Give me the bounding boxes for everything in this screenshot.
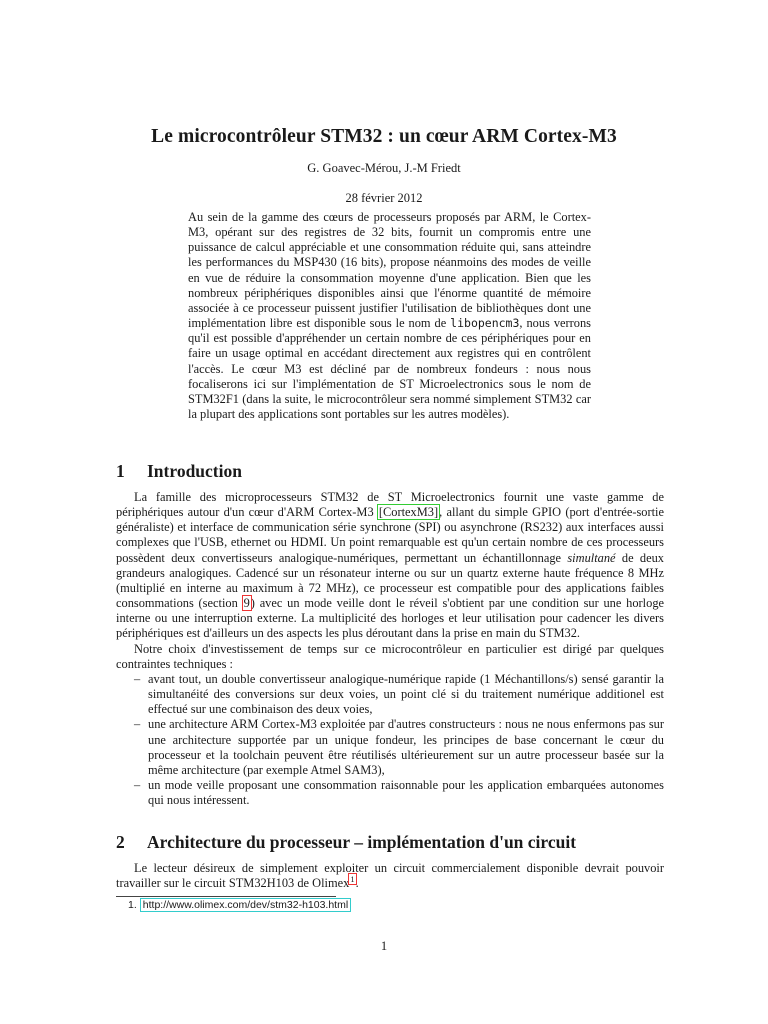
section-2-heading [116,832,576,853]
intro-p1-text-a: La famille des microprocesseurs STM32 de ST Microelectronics fournit une vaste gamme de périphériques autour d'un cœur d'ARM Cortex-M3 [116,490,664,520]
arch-p1-text: Le lecteur désireux de simplement exploiter un circuit commercialement disponible devrait pouvoir travailler sur le circuit STM32H103 de Olimex [116,861,664,891]
section-1-title: Introduction [147,461,242,481]
abstract [188,210,591,422]
intro-p1-text-d: ) avec un mode veille dont le réveil s'obtient par une condition sur une horloge interne ou une interruption externe. La multiplicité des horloges et leur utilisation pour cadencer les divers périphériques est d'ailleurs un des aspects les plus déroutant dans la prise en main du STM32. [116,596,665,641]
page-number: 1 [380,939,388,953]
abstract-code-libopencm3: libopencm3 [450,316,520,331]
footnote-1 [128,899,350,911]
section-1-body [116,490,664,808]
abstract-text-1: Au sein de la gamme des cœurs de processeurs proposés par ARM, le Cortex-M3, opérant sur des registres de 32 bits, fournit un compromis entre une puissance de calcul appréciable et une consommation réduite qui, sans atteindre les performances du MSP430 (16 bits), propose néanmoins des modes de veille en vue de réduire la consommation moyenne d'une application. Bien que les nombreux périphériques disponibles ainsi que l'énorme quantité de mémoire associée à ce processeur puissent justifier l'utilisation de bibliothèques dont une implémentation libre est disponible sous le nom de [188,210,591,331]
section-2-body [116,861,664,891]
section-2-number: 2 [116,832,125,852]
section-1-number: 1 [116,461,125,481]
arch-paragraph-1: Le lecteur désireux de simplement exploiter un circuit commercialement disponible devrait pouvoir travailler sur le circuit STM32H103 de Olimex$^1$. [116,861,664,891]
paper-date: 28 février 2012 [345,191,423,205]
intro-paragraph-1 [116,490,664,642]
constraints-list [116,672,664,808]
paper-authors: G. Goavec-Mérou, J.-M Friedt [307,161,461,175]
section-2-title: Architecture du processeur – implémentation d'un circuit [147,832,577,852]
list-item: – avant tout, un double convertisseur analogique-numérique rapide (1 Méchantillons/s) sensé garantir la simultanéité des conversions sur deux voies, un point clé si du traitement numérique additionel est effectué sur une combinaison des deux voies, [148,672,664,717]
intro-p1-emphasis: simultané [567,550,616,565]
intro-p1-text-b: , allant du simple GPIO (port d'entrée-sortie généraliste) et interface de communication série synchrone (SPI) ou asynchrone (RS232) aux interfaces aussi complexes que l'USB, ethernet ou HDMI. Un point remarquable est qu'un certain nombre de ces processeurs possèdent deux convertisseurs analogique-numériques, permettant un échantillonnage [116,505,665,565]
footnote-divider [116,896,336,897]
intro-p1-text-c: de deux grandeurs analogiques. Cadencé sur un résonateur interne ou sur un quartz externe haute fréquence 8 MHz (multiplié en interne au maximum à 72 MHz), ce processeur est compatible pour des applications faibles consommations (section [116,550,664,611]
citation-link-cortexm3[interactable]: [CortexM3] [378,505,439,520]
abstract-paragraph [188,210,591,422]
list-item: – une architecture ARM Cortex-M3 exploitée par d'autres constructeurs : nous ne nous enfermons pas sur une architecture supportée par un unique fondeur, les principes de base concernant le cœur du processeur et la toolchain peuvent être réutilisés ultérieurement sur un autre processeur basée sur la même architecture (par exemple Atmel SAM3), [148,717,664,778]
section-1-heading [116,461,242,482]
section-ref-link-9[interactable]: 9 [243,596,250,611]
list-item: – un mode veille proposant une consommation raisonnable pour les application embarquées autonomes qui nous intéressent. [148,778,664,808]
footnote-link-1[interactable]: 1 [350,874,355,885]
footnote-url-link[interactable]: http://www.olimex.com/dev/stm32-h103.html [142,899,349,911]
intro-paragraph-2: Notre choix d'investissement de temps sur ce microcontrôleur en particulier est dirigé par quelques contraintes techniques : [116,641,664,671]
footnote-number: 1. [128,899,137,911]
paper-title: Le microcontrôleur STM32 : un cœur ARM Cortex-M3 [151,126,617,147]
abstract-text-2: , nous verrons qu'il est possible d'appréhender un certain nombre de ces périphériques pour en faire un usage optimal en accédant directement aux registres qui en contrôlent l'accès. Le cœur M3 est décliné par de nombreux fondeurs : nous nous focaliserons ici sur l'implémentation de ST Microelectronics sous le nom de STM32F1 (dans la suite, le microcontrôleur sera nommé simplement STM32 car la plupart des applications sont portables sur les autres modèles). [188,316,591,422]
